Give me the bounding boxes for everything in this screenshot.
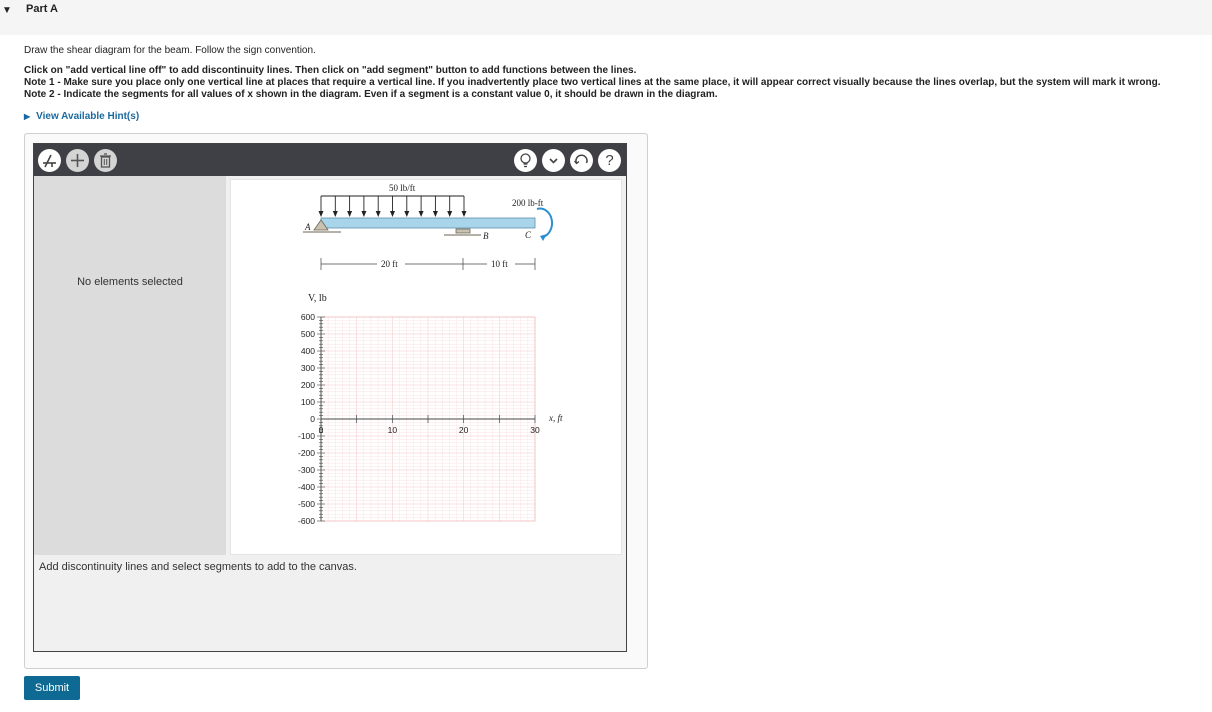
y-tick-label: -600 <box>297 516 315 526</box>
hint-button[interactable] <box>514 149 537 172</box>
y-tick-label: 400 <box>300 346 315 356</box>
y-tick-label: -400 <box>297 482 315 492</box>
x-tick-label: 30 <box>530 425 540 435</box>
part-title: Part A <box>26 3 58 15</box>
delete-button[interactable] <box>94 149 117 172</box>
x-axis-label: x, ft <box>549 413 563 423</box>
load-arrowhead <box>390 211 395 217</box>
hint-link-label: View Available Hint(s) <box>36 111 140 122</box>
y-tick-label: -500 <box>297 499 315 509</box>
y-axis-label: V, lb <box>308 293 327 304</box>
collapse-triangle-icon[interactable]: ▼ <box>2 5 12 16</box>
reset-button[interactable] <box>570 149 593 172</box>
roller-support-b <box>456 229 470 233</box>
load-arrowhead <box>447 211 452 217</box>
submit-button[interactable]: Submit <box>24 676 80 700</box>
y-tick-label: 200 <box>300 380 315 390</box>
beam-figure <box>303 183 552 270</box>
properties-pane <box>34 176 226 555</box>
y-tick-label: 100 <box>300 397 315 407</box>
vertical-line-icon <box>38 149 61 172</box>
drawing-tool <box>33 143 627 652</box>
view-hints-link[interactable] <box>24 111 139 122</box>
y-tick-label: 600 <box>300 312 315 322</box>
load-arrowhead <box>319 211 324 217</box>
trash-icon <box>94 149 117 172</box>
part-header[interactable] <box>0 0 1212 35</box>
moment-arrowhead <box>540 234 547 241</box>
dim-label-10ft: 10 ft <box>491 259 508 269</box>
beam-and-graph-svg[interactable] <box>231 180 623 556</box>
instruction-note-1: Note 1 - Make sure you place only one vertical line at places that require a vertical line. If you inadvertently place two vertical lines at the same place, it will appear correct visually because the lines overlap, but the system will mark it wrong. <box>24 77 1161 88</box>
load-arrowhead <box>433 211 438 217</box>
point-a-label: A <box>305 222 311 232</box>
x-axis-ticks <box>319 415 540 435</box>
y-tick-label: 0 <box>310 414 315 424</box>
point-c-label: C <box>525 230 532 240</box>
load-label: 50 lb/ft <box>389 183 416 193</box>
moment-label: 200 lb-ft <box>512 198 544 208</box>
instruction-click: Click on "add vertical line off" to add discontinuity lines. Then click on "add segment" button to add functions between the lines. <box>24 65 637 76</box>
load-arrowhead <box>361 211 366 217</box>
y-tick-label: -300 <box>297 465 315 475</box>
y-tick-label: -100 <box>297 431 315 441</box>
x-tick-label: 20 <box>458 425 469 435</box>
no-selection-text: No elements selected <box>77 276 183 288</box>
plus-icon <box>66 149 89 172</box>
load-arrowhead <box>347 211 352 217</box>
status-message: Add discontinuity lines and select segments to add to the canvas. <box>39 561 357 573</box>
y-tick-label: 500 <box>300 329 315 339</box>
beam <box>321 218 535 228</box>
instruction-text: Draw the shear diagram for the beam. Follow the sign convention. <box>24 45 316 56</box>
shear-graph[interactable] <box>298 293 563 526</box>
expand-triangle-icon: ▶ <box>24 112 31 121</box>
x-tick-label: 0 <box>318 425 324 435</box>
moment-arc <box>537 209 552 237</box>
x-tick-label: 10 <box>387 425 398 435</box>
lightbulb-icon <box>514 149 537 172</box>
distributed-load-arrows <box>319 196 467 217</box>
add-segment-button[interactable] <box>66 149 89 172</box>
drawing-canvas[interactable] <box>230 179 622 555</box>
chevron-down-icon <box>542 149 565 172</box>
dim-label-20ft: 20 ft <box>381 259 398 269</box>
drawing-toolbar <box>34 144 626 176</box>
load-arrowhead <box>333 211 338 217</box>
load-arrowhead <box>404 211 409 217</box>
point-b-label: B <box>483 231 489 241</box>
instruction-note-2: Note 2 - Indicate the segments for all values of x shown in the diagram. Even if a segment is a constant value 0, it should be drawn in the diagram. <box>24 89 718 100</box>
help-button[interactable] <box>598 149 621 172</box>
y-tick-label: 300 <box>300 363 315 373</box>
load-arrowhead <box>419 211 424 217</box>
load-arrowhead <box>462 211 467 217</box>
load-arrowhead <box>376 211 381 217</box>
reset-icon <box>570 149 593 172</box>
y-tick-label: -200 <box>297 448 315 458</box>
add-vertical-line-button[interactable] <box>38 149 61 172</box>
help-icon: ? <box>605 152 614 169</box>
more-options-button[interactable] <box>542 149 565 172</box>
